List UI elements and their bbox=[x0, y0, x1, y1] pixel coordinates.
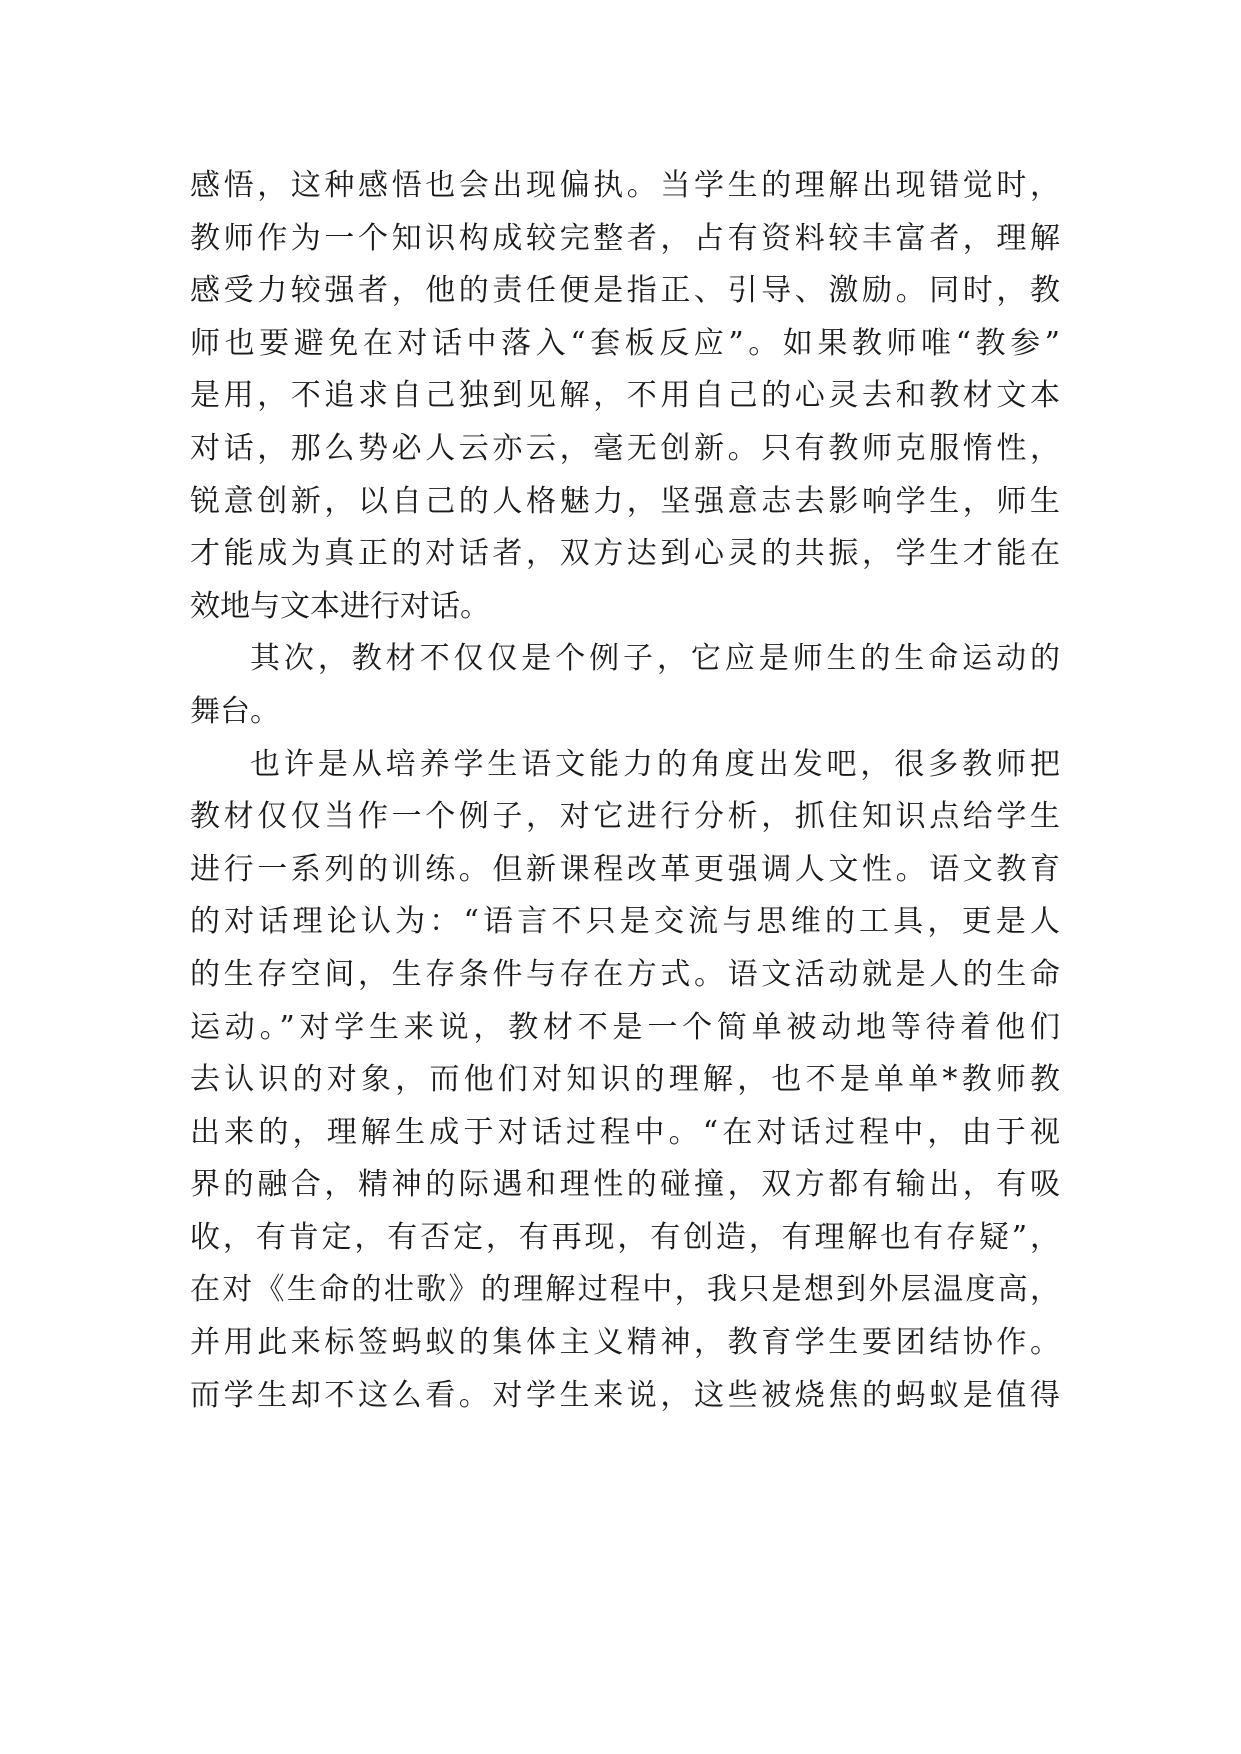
paragraph-1-line-5: 是用，不追求自己独到见解，不用自己的心灵去和教材文本 bbox=[190, 378, 1060, 414]
paragraph-3-line-12: 并用此来标签蚂蚁的集体主义精神，教育学生要团结协作。 bbox=[190, 1325, 1060, 1361]
paragraph-1-line-3: 感受力较强者，他的责任便是指正、引导、激励。同时，教 bbox=[190, 273, 1060, 309]
paragraph-3-line-5: 的生存空间，生存条件与存在方式。语文活动就是人的生命 bbox=[190, 956, 1060, 992]
paragraph-2-line-2: 舞台。 bbox=[190, 693, 280, 729]
paragraph-3-line-6: 运动。”对学生来说，教材不是一个简单被动地等待着他们 bbox=[190, 1009, 1060, 1045]
paragraph-3-line-7: 去认识的对象，而他们对知识的理解，也不是单单*教师教 bbox=[190, 1062, 1060, 1098]
document-body bbox=[190, 160, 1060, 1422]
paragraph-1-line-8: 才能成为真正的对话者，双方达到心灵的共振，学生才能在 bbox=[190, 536, 1060, 572]
paragraph-1-line-1: 感悟，这种感悟也会出现偏执。当学生的理解出现错觉时， bbox=[190, 168, 1060, 203]
paragraph-3-line-2: 教材仅仅当作一个例子，对它进行分析，抓住知识点给学生 bbox=[190, 799, 1060, 835]
paragraph-2-line-1: 其次，教材不仅仅是个例子，它应是师生的生命运动的 bbox=[250, 641, 1060, 677]
paragraph-1-line-9: 效地与文本进行对话。 bbox=[190, 588, 490, 624]
paragraph-3-line-9: 界的融合，精神的际遇和理性的碰撞，双方都有输出，有吸 bbox=[190, 1167, 1060, 1203]
paragraph-3-line-11: 在对《生命的壮歌》的理解过程中，我只是想到外层温度高， bbox=[190, 1272, 1060, 1308]
paragraph-3-line-1: 也许是从培养学生语文能力的角度出发吧，很多教师把 bbox=[250, 746, 1060, 782]
paragraph-3-line-13: 而学生却不这么看。对学生来说，这些被烧焦的蚂蚁是值得 bbox=[190, 1377, 1060, 1413]
paragraph-1-line-7: 锐意创新，以自己的人格魅力，坚强意志去影响学生，师生 bbox=[190, 483, 1060, 519]
paragraph-3-line-8: 出来的，理解生成于对话过程中。“在对话过程中，由于视 bbox=[190, 1114, 1060, 1150]
paragraph-1-line-2: 教师作为一个知识构成较完整者，占有资料较丰富者，理解 bbox=[190, 220, 1060, 256]
paragraph-3-line-3: 进行一系列的训练。但新课程改革更强调人文性。语文教育 bbox=[190, 851, 1060, 887]
paragraph-1-line-6: 对话，那么势必人云亦云，毫无创新。只有教师克服惰性， bbox=[190, 430, 1060, 466]
paragraph-3-line-4: 的对话理论认为：“语言不只是交流与思维的工具，更是人 bbox=[190, 904, 1060, 940]
paragraph-3-line-10: 收，有肯定，有否定，有再现，有创造，有理解也有存疑”， bbox=[190, 1219, 1060, 1255]
paragraph-1-line-4: 师也要避免在对话中落入“套板反应”。如果教师唯“教参” bbox=[190, 325, 1060, 361]
